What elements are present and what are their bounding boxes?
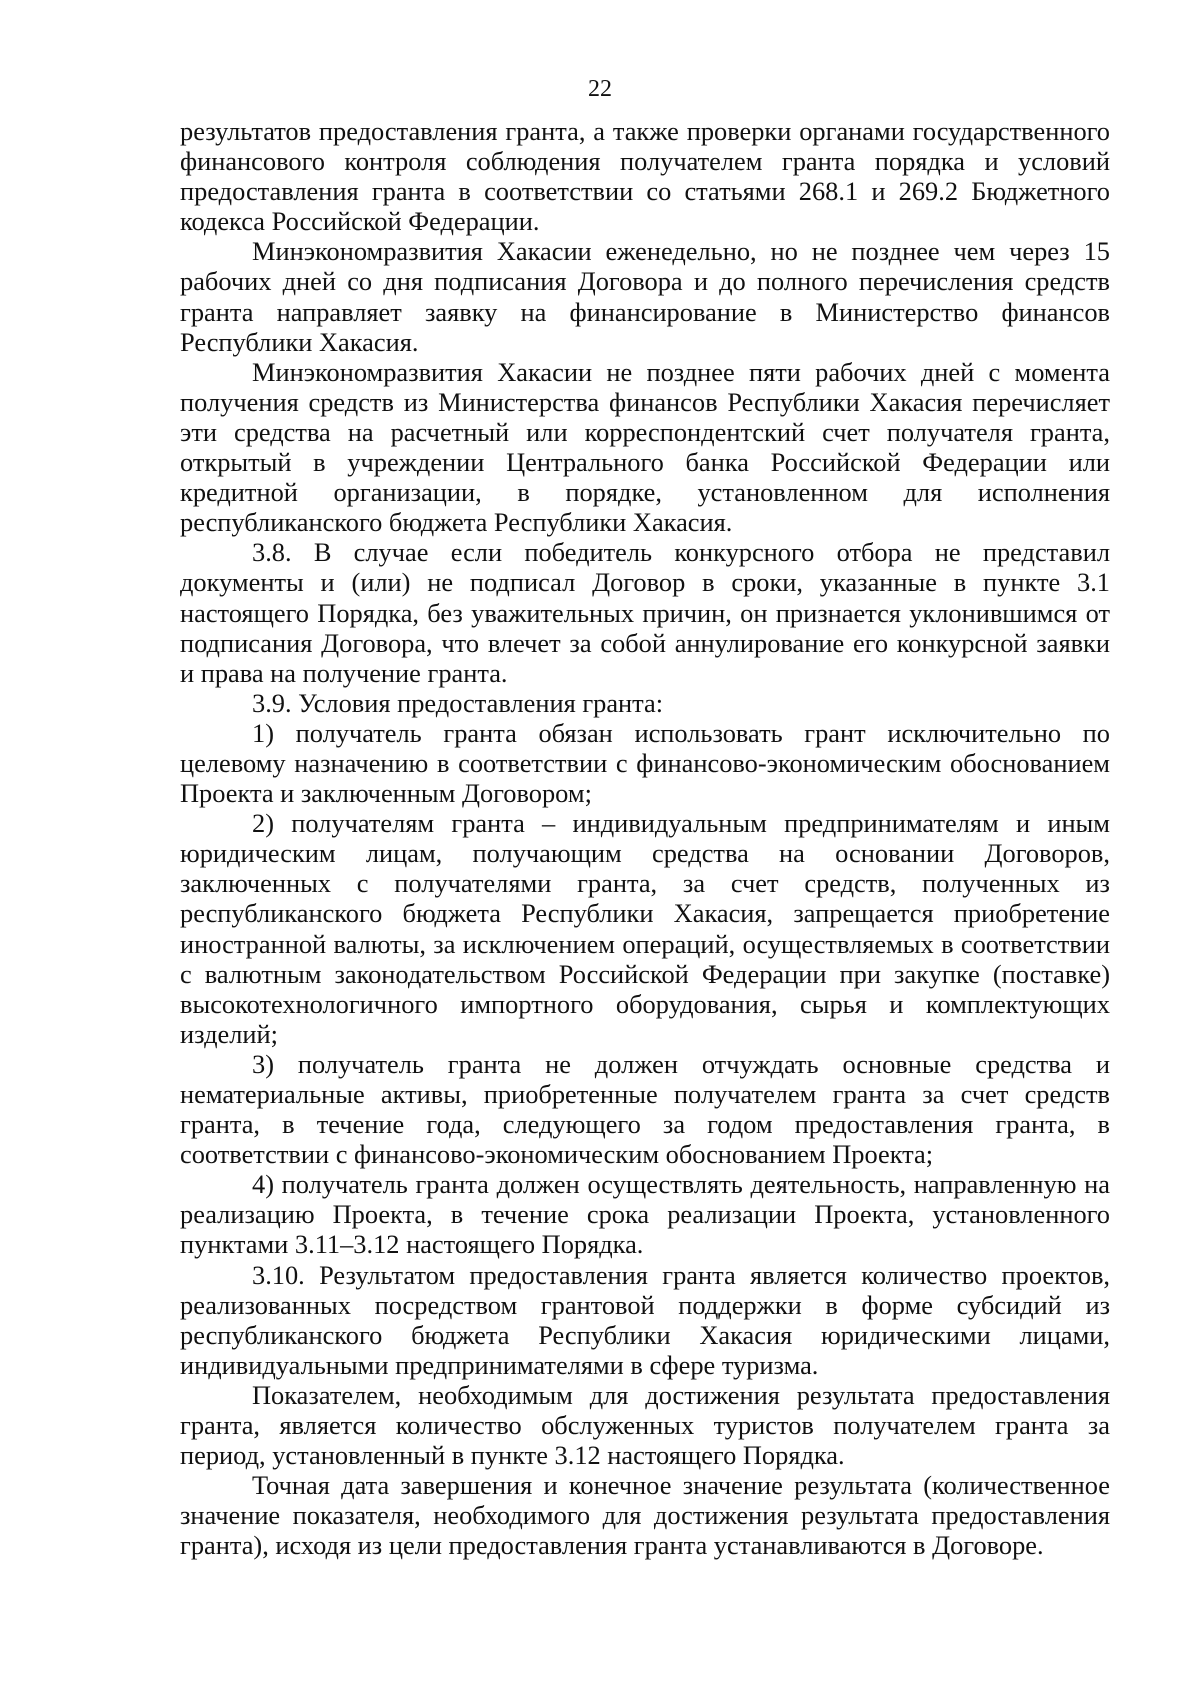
paragraph: Минэкономразвития Хакасии не позднее пяти рабочих дней с момента получения средств из Министерства финансов Республики Хакасия перечисляет эти средства на расчетный или корреспондентский счет получателя гранта, открытый в учреждении Центрального банка Российской Федерации или кредитной организации, в порядке, установленном для исполнения республиканского бюджета Республики Хакасия. — [180, 356, 1110, 538]
paragraph: 3.8. В случае если победитель конкурсного отбора не представил документы и (или) не подписал Договор в сроки, указанные в пункте 3.1 настоящего Порядка, без уважительных причин, он признается уклонившимся от подписания Договора, что влечет за собой аннулирование его конкурсной заявки и права на получение гранта. — [180, 537, 1110, 688]
document-body — [180, 116, 1110, 1561]
paragraph: 3) получатель гранта не должен отчуждать основные средства и нематериальные активы, приобретенные получателем гранта за счет средств гранта, в течение года, следующего за годом предоставления гранта, в соответствии с финансово-экономическим обоснованием Проекта; — [180, 1048, 1110, 1170]
paragraph: Точная дата завершения и конечное значение результата (количественное значение показателя, необходимого для достижения результата предоставления гранта), исходя из цели предоставления гранта устанавливаются в Договоре. — [180, 1470, 1110, 1561]
paragraph: Показателем, необходимым для достижения результата предоставления гранта, является количество обслуженных туристов получателем гранта за период, установленный в пункте 3.12 настоящего Порядка. — [180, 1379, 1110, 1471]
paragraph: 3.9. Условия предоставления гранта: — [252, 687, 664, 718]
paragraph: 4) получатель гранта должен осуществлять деятельность, направленную на реализацию Проекта, в течение срока реализации Проекта, установленного пунктами 3.11–3.12 настоящего Порядка. — [180, 1169, 1110, 1260]
page-number: 22 — [588, 76, 612, 102]
paragraph: 2) получателям гранта – индивидуальным предпринимателям и иным юридическим лицам, получающим средства на основании Договоров, заключенных с получателями гранта, за счет средств, полученных из республиканского бюджета Республики Хакасия, запрещается приобретение иностранной валюты, за исключением операций, осуществляемых в соответствии с валютным законодательством Российской Федерации при закупке (поставке) высокотехнологичного импортного оборудования, сырья и комплектующих изделий; — [180, 808, 1110, 1049]
paragraph: результатов предоставления гранта, а также проверки органами государственного финансового контроля соблюдения получателем гранта порядка и условий предоставления гранта в соответствии со статьями 268.1 и 269.2 Бюджетного кодекса Российской Федерации. — [180, 116, 1110, 237]
paragraph: Минэкономразвития Хакасии еженедельно, но не позднее чем через 15 рабочих дней со дня подписания Договора и до полного перечисления средств гранта направляет заявку на финансирование в Министерство финансов Республики Хакасия. — [180, 236, 1110, 357]
paragraph: 3.10. Результатом предоставления гранта является количество проектов, реализованных посредством грантовой поддержки в форме субсидий из республиканского бюджета Республики Хакасия юридическими лицами, индивидуальными предпринимателями в сфере туризма. — [180, 1259, 1110, 1380]
paragraph: 1) получатель гранта обязан использовать грант исключительно по целевому назначению в соответствии с финансово-экономическим обоснованием Проекта и заключенным Договором; — [180, 717, 1110, 809]
